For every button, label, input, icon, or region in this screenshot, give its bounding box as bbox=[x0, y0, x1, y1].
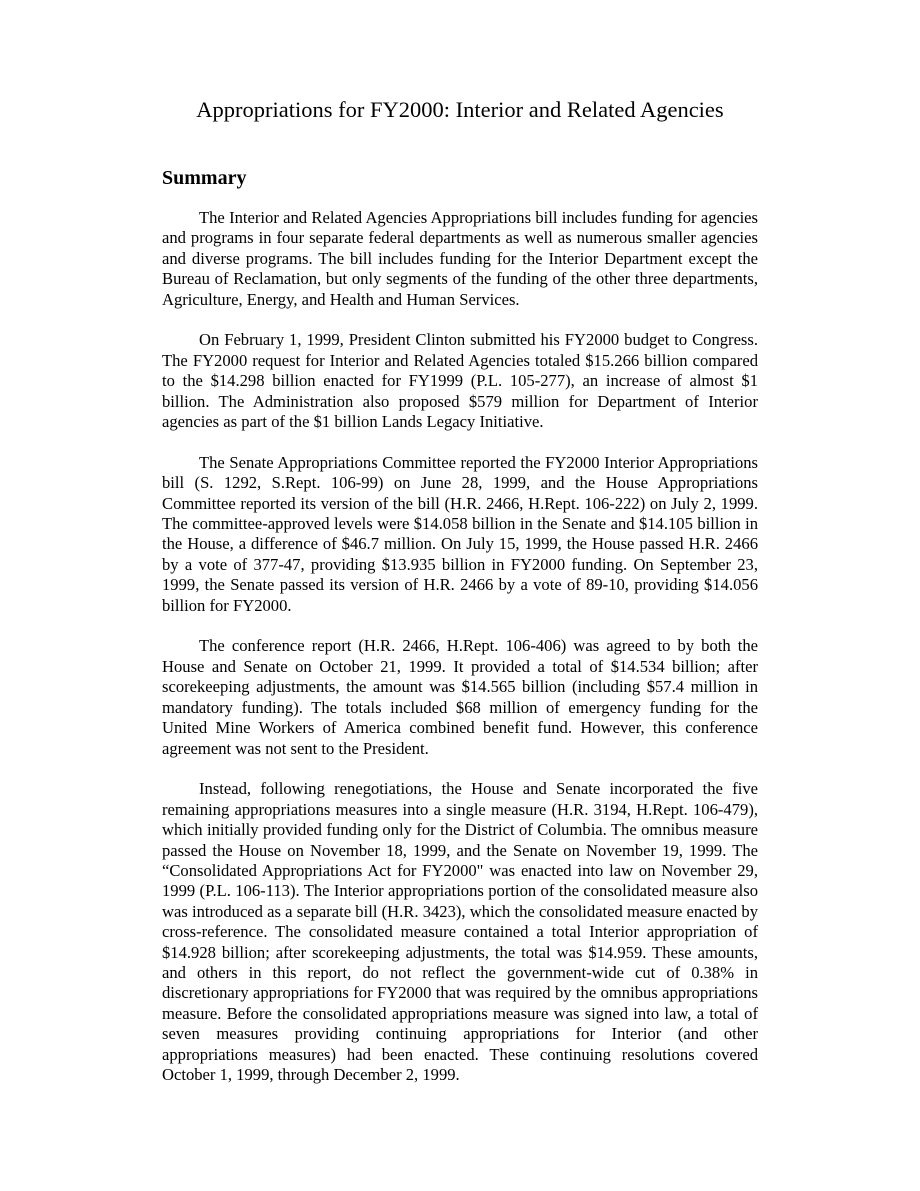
paragraph-5: Instead, following renegotiations, the House and Senate incorporated the five remaining appropriations measures into a single measure (H.R. 3194, H.Rept. 106-479), which initially provided funding only for the District of Columbia. The omnibus measure passed the House on November 18, 1999, and the Senate on November 19, 1999. The “Consolidated Appropriations Act for FY2000" was enacted into law on November 29, 1999 (P.L. 106-113). The Interior appropriations portion of the consolidated measure also was introduced as a separate bill (H.R. 3423), which the consolidated measure enacted by cross-reference. The consolidated measure contained a total Interior appropriation of $14.928 billion; after scorekeeping adjustments, the total was $14.959. These amounts, and others in this report, do not reflect the government-wide cut of 0.38% in discretionary appropriations for FY2000 that was required by the omnibus appropriations measure. Before the consolidated appropriations measure was signed into law, a total of seven measures providing continuing appropriations for Interior (and other appropriations measures) had been enacted. These continuing resolutions covered October 1, 1999, through December 2, 1999. bbox=[162, 779, 758, 1084]
paragraph-4: The conference report (H.R. 2466, H.Rept. 106-406) was agreed to by both the House and Senate on October 21, 1999. It provided a total of $14.534 billion; after scorekeeping adjustments, the amount was $14.565 billion (including $57.4 million in mandatory funding). The totals included $68 million of emergency funding for the United Mine Workers of America combined benefit fund. However, this conference agreement was not sent to the President. bbox=[162, 636, 758, 758]
section-heading-summary: Summary bbox=[162, 167, 247, 189]
summary-body bbox=[162, 208, 758, 1085]
paragraph-1: The Interior and Related Agencies Appropriations bill includes funding for agencies and programs in four separate federal departments as well as numerous smaller agencies and diverse programs. The bill includes funding for the Interior Department except the Bureau of Reclamation, but only segments of the funding of the other three departments, Agriculture, Energy, and Health and Human Services. bbox=[162, 208, 758, 309]
paragraph-3: The Senate Appropriations Committee reported the FY2000 Interior Appropriations bill (S. 1292, S.Rept. 106-99) on June 28, 1999, and the House Appropriations Committee reported its version of the bill (H.R. 2466, H.Rept. 106-222) on July 2, 1999. The committee-approved levels were $14.058 billion in the Senate and $14.105 billion in the House, a difference of $46.7 million. On July 15, 1999, the House passed H.R. 2466 by a vote of 377-47, providing $13.935 billion in FY2000 funding. On September 23, 1999, the Senate passed its version of H.R. 2466 by a vote of 89-10, providing $14.056 billion for FY2000. bbox=[162, 452, 758, 615]
document-title: Appropriations for FY2000: Interior and Related Agencies bbox=[196, 97, 724, 122]
paragraph-2: On February 1, 1999, President Clinton submitted his FY2000 budget to Congress. The FY2000 request for Interior and Related Agencies totaled $15.266 billion compared to the $14.298 billion enacted for FY1999 (P.L. 105-277), an increase of almost $1 billion. The Administration also proposed $579 million for Department of Interior agencies as part of the $1 billion Lands Legacy Initiative. bbox=[162, 330, 758, 432]
